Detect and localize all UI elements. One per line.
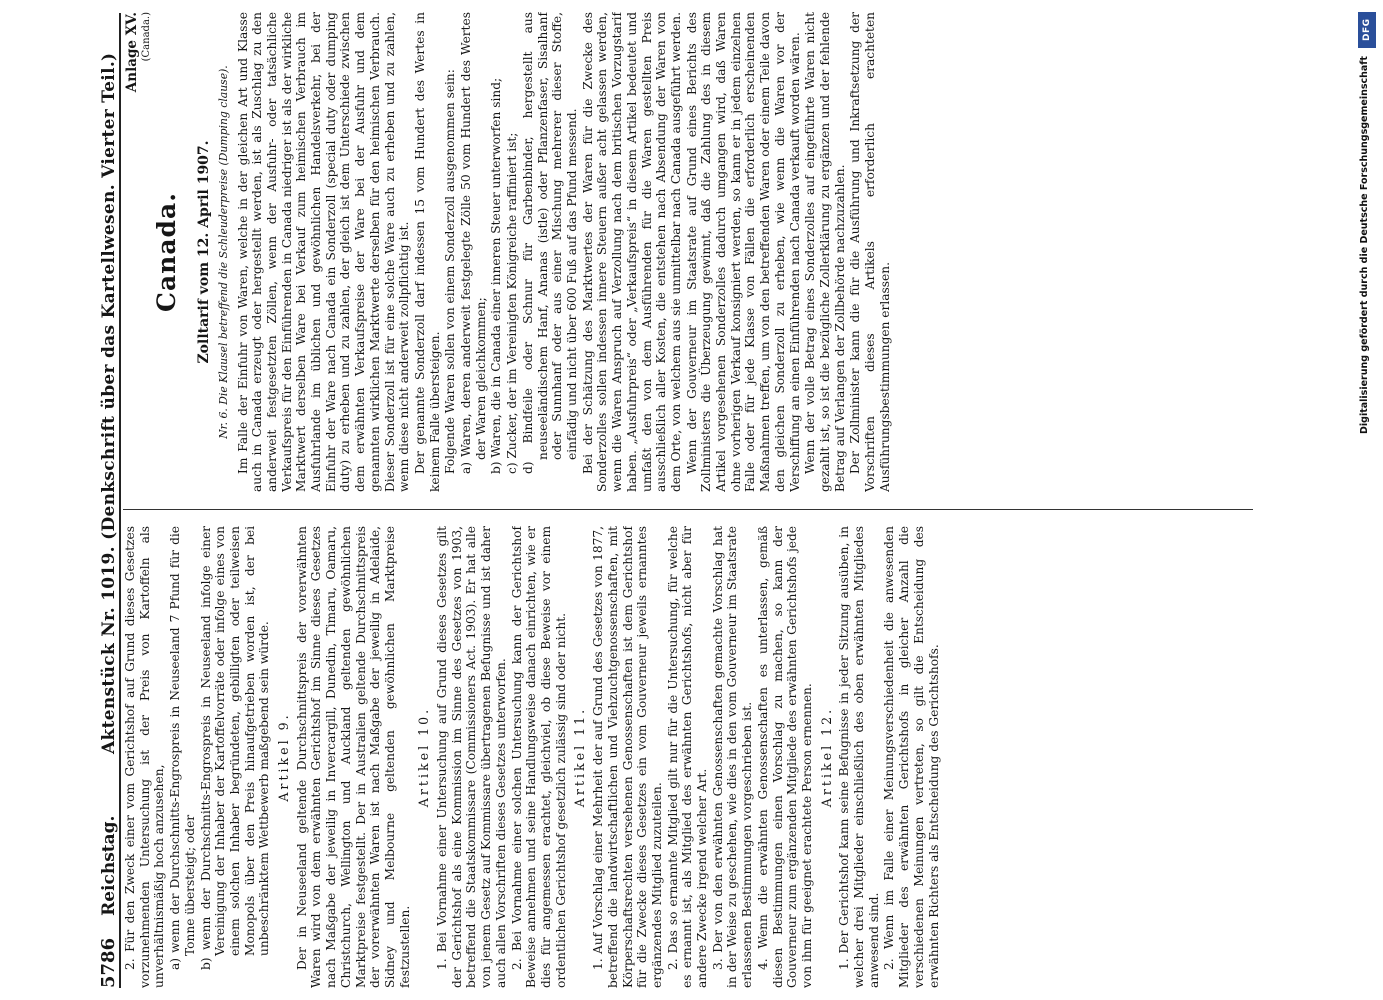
anlage-subtitle: (Canada.) (140, 12, 152, 62)
header-reichstag: Reichstag. (99, 815, 119, 916)
country-title: Canada. (152, 192, 182, 312)
dumping-paragraph-6: Wenn der volle Betrag eines Sonderzolles auf eingeführte Waren nicht gezahlt ist, so ist die bezügliche Zollerklärung zu ergänzen und der fehlende Betrag auf Verlangen der Zollbehörde nachzuzahlen. (803, 12, 847, 492)
article-10-paragraph-2: 2. Bei Vornahme einer solchen Untersuchung kann der Gerichtshof Beweise annehmen und seine Handlungsweise danach einrichten, wie er dies für angemessen erachtet, gleichviel, ob diese Beweise vor einem ordentlichen Gerichtshof gesetzlich zulässig sind oder nicht. (509, 526, 568, 988)
section-2-paragraph: 2. Für den Zweck einer vom Gerichtshof auf Grund dieses Gesetzes vorzunehmenden Untersuchung ist der Preis von Kartoffeln als unverhältnismäßig hoch anzusehen, (123, 526, 167, 988)
tariff-title: Zolltarif vom 12. April 1907. (196, 140, 213, 364)
rotated-document-page (15, 0, 1315, 1000)
dumping-paragraph-4: Bei der Schätzung des Marktwertes der Waren für die Zwecke des Sonderzolles sollen indessen innere Steuern außer acht gelassen werden, wenn die Waren Anspruch auf Verzollung nach dem britischen Vorzugstarif haben. „Ausfuhrpreis“ oder „Verkaufspreis“ in diesem Artikel bedeutet und umfaßt den von dem Ausführenden für die Waren gestellten Preis ausschließlich aller Kosten, die entstehen nach Absendung der Waren von dem Orte, von welchem aus sie unmittelbar nach Canada ausgeführt werden. (580, 12, 683, 492)
right-column (123, 12, 1273, 492)
article-12-paragraph-1: 1. Der Gerichtshof kann seine Befugnisse in jeder Sitzung ausüben, in welcher drei Mitglieder einschließlich des oben erwähnten Mitgliedes anwesend sind. (837, 526, 881, 988)
list-item-a: a) wenn der Durchschnitts-Engrospreis in Neuseeland 7 Pfund für die Tonne übersteigt; oder (168, 526, 197, 970)
dfg-logo-icon: DFG (1358, 12, 1376, 48)
dumping-paragraph-5: Wenn der Gouverneur im Staatsrate auf Grund eines Berichts des Zollministers die Überzeugung gewinnt, daß die Zahlung des in diesem Artikel vorgesehenen Sonderzolles dadurch umgangen wird, daß Waren ohne vorherigen Verkauf konsigniert werden, so kann er in jedem einzelnen Falle oder für jede Klasse von Fällen die erforderlich erscheinenden Maßnahmen treffen, um von den betreffenden Waren oder einem Teile davon den gleichen Sonderzoll zu erheben, wie wenn die Waren vor der Verschiffung an einen Einführenden nach Canada verkauft worden wären. (684, 12, 802, 492)
header-rule (119, 13, 121, 988)
exemption-item-b: b) Waren, die in Canada einer inneren Steuer unterworfen sind; (489, 77, 504, 474)
exemption-item-a: a) Waren, deren anderweit festgelegte Zölle 50 vom Hundert des Wertes der Waren gleichkommen; (459, 12, 488, 474)
article-11-paragraph-4: 4. Wenn die erwähnten Genossenschaften es unterlassen, gemäß diesen Bestimmungen einen Vorschlag zu machen, so kann der Gouverneur zum ergänzenden Mitgliede des erwähnten Gerichtshofs jede von ihm für geeignet erachtete Person ernennen. (755, 526, 814, 988)
article-10-heading: Artikel 10. (416, 706, 432, 808)
article-11-paragraph-3: 3. Der von den erwähnten Genossenschaften gemachte Vorschlag hat in der Weise zu geschehen, wie dies in den vom Gouverneur im Staatsrate erlassenen Bestimmungen vorgeschrieben ist. (710, 526, 755, 988)
page-number: 5786 (98, 937, 119, 988)
article-11-paragraph-2: 2. Das so ernannte Mitglied gilt nur für die Untersuchung, für welche es ernannt ist, als Mitglied des erwähnten Gerichtshofs, nicht aber für andere Zwecke irgend welcher Art. (665, 526, 710, 988)
header-title: Aktenstück Nr. 1019. (Denkschrift über das Kartellwesen. Vierter Teil.) (99, 52, 119, 754)
page-header (75, 13, 119, 988)
anlage-label: Anlage XV. (124, 12, 140, 93)
article-11-paragraph-1: 1. Auf Vorschlag einer Mehrheit der auf Grund des Gesetzes von 1877, betreffend die landwirtschaftlichen und Viehzuchtgenossenschaften, mit Körperschaftsrechten versehenen Genossenschaften ist dem Gerichtshof für die Zwecke dieses Gesetzes ein vom Gouverneur jeweils ernanntes ergänzendes Mitglied zuzuteilen. (591, 526, 664, 988)
exemption-item-c: c) Zucker, der im Vereinigten Königreiche raffiniert ist; (505, 132, 520, 474)
list-item-b: b) wenn der Durchschnitts-Engrospreis in Neuseeland infolge einer Vereinigung der Inhaber der Kartoffelvorräte oder infolge eines von einem solchen Inhaber begründeten, gebilligten oder teilweisen Monopols über den Preis hinaufgetrieben worden ist, der bei unbeschränktem Wettbewerb maßgebend sein würde. (198, 526, 272, 970)
article-9-heading: Artikel 9. (276, 712, 292, 802)
dumping-paragraph-7: Der Zollminister kann die für die Ausführung und Inkraftsetzung der Vorschriften dieses Artikels erforderlich erachteten Ausführungsbestimmungen erlassen. (848, 12, 892, 492)
article-9-text: Der in Neuseeland geltende Durchschnittspreis der vorerwähnten Waren wird von dem erwähnten Gerichtshof im Sinne dieses Gesetzes nach Maßgabe der jeweilig in Invercargill, Dunedin, Timaru, Oamaru, Christchurch, Wellington und Auckland geltenden gewöhnlichen Marktpreise festgestellt. Der in Australien geltende Durchschnittspreis der vorerwähnten Waren ist nach Maßgabe der jeweilig in Adelaide, Sidney und Melbourne geltenden gewöhnlichen Marktpreise festzustellen. (294, 526, 412, 988)
article-11-heading: Artikel 11. (572, 706, 588, 808)
tariff-subtitle: Nr. 6. Die Klausel betreffend die Schleuderpreise (Dumping clause). (216, 65, 230, 439)
left-column (123, 526, 1273, 988)
digitization-credit-text: Digitalisierung gefördert durch die Deutsche Forschungsgemeinschaft (1359, 56, 1370, 434)
exemption-item-d: d) Bindfeile oder Schnur für Garbenbinder, hergestellt aus neuseeländischem Hanf, Ananas (istle) oder Pflanzenfaser, Sisalhanf oder Sunnhanf oder aus einer Mischung mehrerer dieser Stoffe, einfädig und nicht über 600 Fuß auf das Pfund messend. (520, 12, 579, 474)
dumping-paragraph-3: Folgende Waren sollen von einem Sonderzoll ausgenommen sein: (443, 69, 458, 474)
article-12-heading: Artikel 12. (818, 706, 834, 808)
article-10-paragraph-1: 1. Bei Vornahme einer Untersuchung auf Grund dieses Gesetzes gilt der Gerichtshof als eine Kommission im Sinne des Gesetzes von 1903, betreffend die Staatskommissare (Commissioners Act. 1903). Er hat alle von jenem Gesetz auf Kommissare übertragenen Befugnisse und ist daher auch allen Vorschriften dieses Gesetzes unterworfen. (435, 526, 508, 988)
dumping-paragraph-1: Im Falle der Einfuhr von Waren, welche in der gleichen Art und Klasse auch in Canada erzeugt oder hergestellt werden, ist als Zuschlag zu den anderweit festgesetzten Zöllen, wenn der Ausfuhr- oder tatsächliche Verkaufspreis für den Einführenden in Canada niedriger ist als der wirkliche Marktwert derselben Ware bei Verkauf zum heimischen Verbrauch im Ausfuhrlande im üblichen und gewöhnlichen Handelsverkehr, bei der Einfuhr der Ware nach Canada ein Sonderzoll (special duty oder dumping duty) zu erheben und zu zahlen, der gleich ist dem Unterschiede zwischen dem erwähnten Verkaufspreise der Ware bei der Ausfuhr und dem genannten wirklichen Marktwerte derselben für den heimischen Verbrauch. Dieser Sonderzoll ist für eine solche Ware auch zu erheben und zu zahlen, wenn diese nicht anderweit zollpflichtig ist. (235, 12, 412, 492)
digitization-credit-sidebar (1354, 8, 1382, 992)
column-divider (123, 509, 1253, 510)
dumping-paragraph-2: Der genannte Sonderzoll darf indessen 15 vom Hundert des Wertes in keinem Falle übersteigen. (412, 12, 442, 492)
article-12-paragraph-2: 2. Wenn im Falle einer Meinungsverschiedenheit die anwesenden Mitglieder des erwähnten Gerichtshofs in gleicher Anzahl die verschiedenen Meinungen vertreten, so gilt die Entscheidung des erwähnten Richters als Entscheidung des Gerichtshofs. (882, 526, 941, 988)
